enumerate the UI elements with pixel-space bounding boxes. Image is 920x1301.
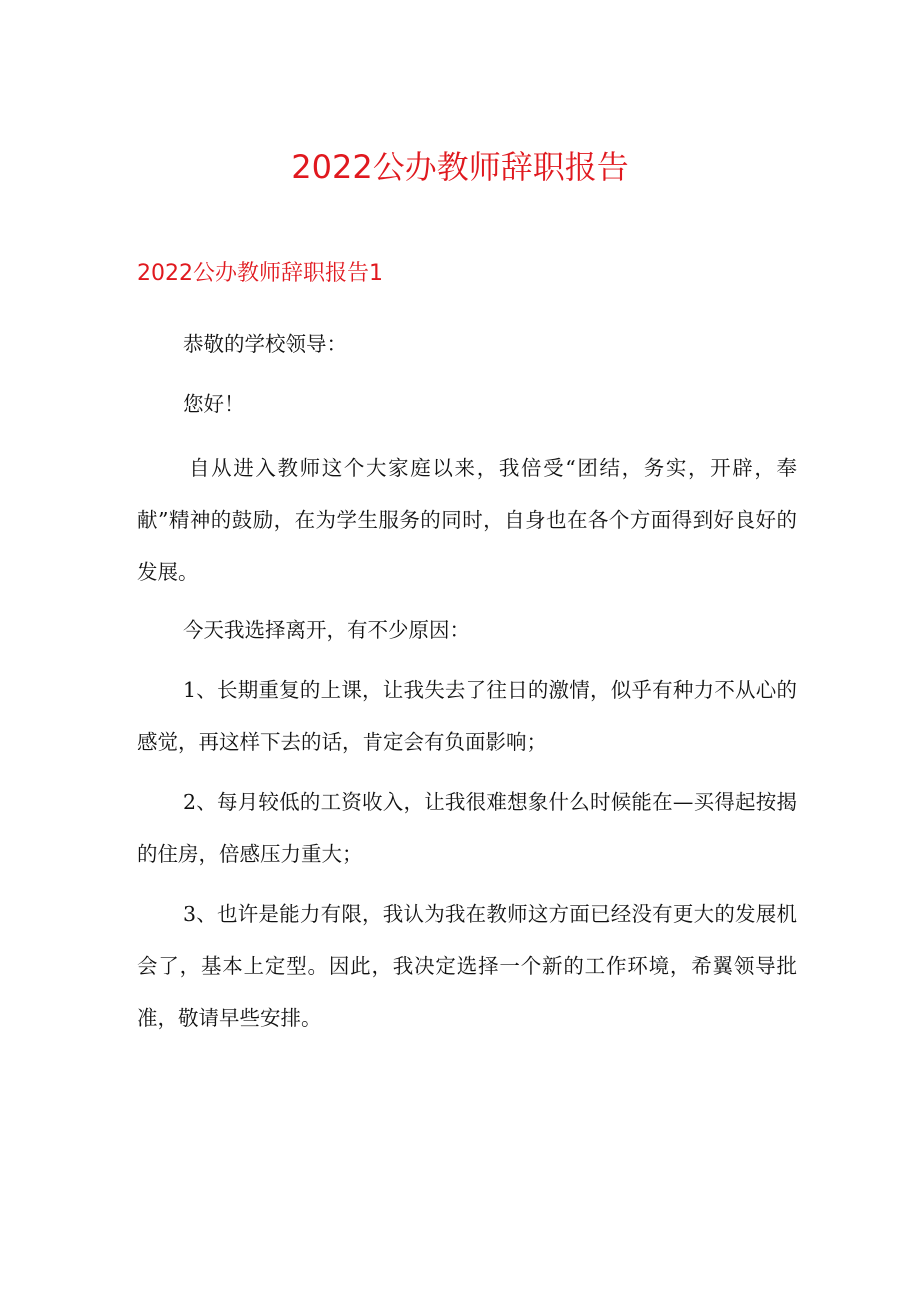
body-paragraph-2: 今天我选择离开，有不少原因：: [183, 618, 470, 642]
body-paragraph-4: 2、每月较低的工资收入，让我很难想象什么时候能在—买得起按揭的住房，倍感压力重大；: [137, 790, 797, 866]
body-paragraph-1: 自从进入教师这个大家庭以来，我倍受“团结，务实，开辟，奉献”精神的鼓励，在为学生服务的同时，自身也在各个方面得到好良好的发展。: [137, 456, 797, 584]
body-paragraph-3: 1、长期重复的上课，让我失去了往日的激情，似乎有种力不从心的感觉，再这样下去的话，肯定会有负面影响；: [137, 678, 797, 754]
salutation-paragraph: 恭敬的学校领导：: [183, 332, 347, 356]
section-heading: 2022公办教师辞职报告1: [137, 261, 383, 286]
document-title: 2022公办教师辞职报告: [291, 148, 629, 186]
body-paragraph-5: 3、也许是能力有限，我认为我在教师这方面已经没有更大的发展机会了，基本上定型。因此，我决定选择一个新的工作环境，希翼领导批准，敬请早些安排。: [137, 902, 797, 1030]
greeting-paragraph: 您好！: [183, 392, 245, 416]
